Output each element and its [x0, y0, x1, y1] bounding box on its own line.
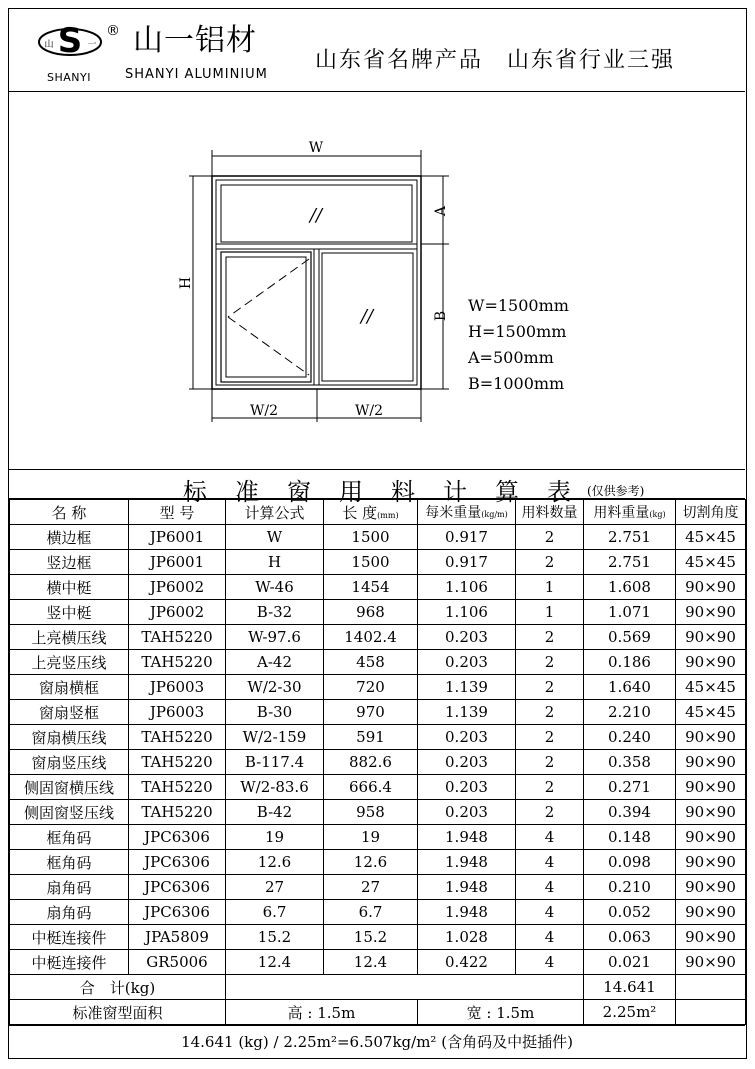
cell-angle: 90×90 [676, 600, 746, 625]
cell-model: JP6002 [129, 575, 226, 600]
cell-length: 458 [324, 650, 418, 675]
dim-spec-w: W=1500mm [468, 296, 569, 315]
table-row [10, 850, 746, 875]
table-header-row [10, 500, 746, 525]
header-weight-per-m [418, 500, 516, 525]
cell-weight: 1.071 [584, 600, 676, 625]
cell-weight: 0.240 [584, 725, 676, 750]
cell-wpm: 0.203 [418, 725, 516, 750]
window-diagram [9, 92, 745, 466]
cell-weight: 0.021 [584, 950, 676, 975]
cell-length: 1402.4 [324, 625, 418, 650]
spec-sheet [8, 8, 747, 1059]
cell-model: JPC6306 [129, 900, 226, 925]
cell-wpm: 1.948 [418, 875, 516, 900]
cell-formula: H [226, 550, 324, 575]
cell-name: 中梃连接件 [10, 950, 129, 975]
cell-weight: 0.063 [584, 925, 676, 950]
header [9, 9, 745, 92]
cell-formula: W-46 [226, 575, 324, 600]
cell-name: 竖中梃 [10, 600, 129, 625]
cell-weight: 2.210 [584, 700, 676, 725]
cell-qty: 4 [516, 950, 584, 975]
cell-weight: 0.358 [584, 750, 676, 775]
header-weight-label: 用料重量 [593, 505, 650, 521]
logo-right-char: 一 [87, 40, 97, 50]
cell-formula: W/2-159 [226, 725, 324, 750]
cell-weight: 1.640 [584, 675, 676, 700]
table-row [10, 575, 746, 600]
table-row [10, 800, 746, 825]
cell-qty: 4 [516, 875, 584, 900]
cell-angle: 90×90 [676, 950, 746, 975]
cell-name: 上亮竖压线 [10, 650, 129, 675]
table-row [10, 600, 746, 625]
table-row [10, 625, 746, 650]
table-title: 标准窗用料计算表 [183, 478, 599, 506]
cell-qty: 2 [516, 750, 584, 775]
cell-model: JPC6306 [129, 825, 226, 850]
cell-wpm: 0.203 [418, 750, 516, 775]
dim-label-w: W [308, 140, 324, 156]
cell-model: JPC6306 [129, 875, 226, 900]
cell-wpm: 1.948 [418, 825, 516, 850]
cell-weight: 2.751 [584, 550, 676, 575]
cell-name: 横边框 [10, 525, 129, 550]
cell-angle: 45×45 [676, 700, 746, 725]
cell-length: 666.4 [324, 775, 418, 800]
header-formula: 计算公式 [226, 500, 324, 525]
cell-model: TAH5220 [129, 725, 226, 750]
dim-spec-a: A=500mm [468, 348, 554, 367]
cell-qty: 2 [516, 675, 584, 700]
cell-name: 扇角码 [10, 875, 129, 900]
table-row [10, 550, 746, 575]
cell-angle: 90×90 [676, 875, 746, 900]
header-angle: 切割角度 [676, 500, 746, 525]
area-row [10, 1000, 746, 1025]
cell-wpm: 0.422 [418, 950, 516, 975]
header-length [324, 500, 418, 525]
cell-qty: 4 [516, 825, 584, 850]
dim-label-a: A [433, 205, 449, 217]
cell-model: TAH5220 [129, 650, 226, 675]
cell-wpm: 1.106 [418, 600, 516, 625]
total-row [10, 975, 746, 1000]
cell-formula: W/2-83.6 [226, 775, 324, 800]
header-length-unit: (mm) [377, 510, 399, 520]
table-title-bar [9, 469, 745, 506]
cell-angle: 90×90 [676, 900, 746, 925]
cell-wpm: 1.139 [418, 675, 516, 700]
cell-angle: 90×90 [676, 725, 746, 750]
cell-model: JPA5809 [129, 925, 226, 950]
dim-label-half-right: W/2 [354, 403, 384, 419]
cell-wpm: 0.203 [418, 625, 516, 650]
cell-length: 12.4 [324, 950, 418, 975]
cell-length: 968 [324, 600, 418, 625]
cell-qty: 2 [516, 650, 584, 675]
cell-formula: B-32 [226, 600, 324, 625]
cell-length: 27 [324, 875, 418, 900]
table-row [10, 675, 746, 700]
total-value: 14.641 [584, 975, 676, 1000]
cell-length: 720 [324, 675, 418, 700]
cell-angle: 90×90 [676, 650, 746, 675]
total-blank [226, 975, 584, 1000]
cell-name: 窗扇横压线 [10, 725, 129, 750]
cell-qty: 2 [516, 800, 584, 825]
table-row [10, 900, 746, 925]
header-name: 名 称 [10, 500, 129, 525]
cell-wpm: 1.106 [418, 575, 516, 600]
cell-angle: 90×90 [676, 850, 746, 875]
cell-qty: 2 [516, 525, 584, 550]
table-row [10, 650, 746, 675]
cell-formula: W-97.6 [226, 625, 324, 650]
logo-english: SHANYI [47, 71, 91, 84]
area-width: 宽 : 1.5m [418, 1000, 584, 1025]
cell-formula: B-42 [226, 800, 324, 825]
table-note: (仅供参考) [587, 484, 645, 498]
cell-length: 6.7 [324, 900, 418, 925]
cell-model: TAH5220 [129, 750, 226, 775]
cell-length: 970 [324, 700, 418, 725]
cell-name: 横中梃 [10, 575, 129, 600]
cell-qty: 1 [516, 600, 584, 625]
area-blank-end [676, 1000, 746, 1025]
header-weight-per-m-unit: (kg/m) [481, 510, 508, 519]
header-length-label: 长 度 [342, 503, 378, 522]
cell-model: JP6002 [129, 600, 226, 625]
registered-mark: ® [106, 23, 120, 39]
dim-spec-b: B=1000mm [468, 374, 565, 393]
cell-qty: 2 [516, 775, 584, 800]
cell-wpm: 0.203 [418, 775, 516, 800]
cell-formula: B-117.4 [226, 750, 324, 775]
total-label: 合 计(kg) [10, 975, 226, 1000]
cell-wpm: 0.917 [418, 550, 516, 575]
cell-length: 1500 [324, 525, 418, 550]
cell-length: 958 [324, 800, 418, 825]
dim-label-half-left: W/2 [249, 403, 279, 419]
cell-wpm: 1.948 [418, 900, 516, 925]
cell-qty: 2 [516, 725, 584, 750]
logo-letter: S [57, 23, 83, 61]
table-row [10, 825, 746, 850]
cell-model: TAH5220 [129, 800, 226, 825]
cell-length: 15.2 [324, 925, 418, 950]
cell-wpm: 0.203 [418, 650, 516, 675]
cell-weight: 0.098 [584, 850, 676, 875]
table-row [10, 700, 746, 725]
total-blank-end [676, 975, 746, 1000]
cell-angle: 90×90 [676, 625, 746, 650]
dim-spec-h: H=1500mm [468, 322, 567, 341]
cell-formula: 27 [226, 875, 324, 900]
slogan: 山东省名牌产品 山东省行业三强 [315, 48, 676, 73]
cell-name: 扇角码 [10, 900, 129, 925]
cell-formula: W/2-30 [226, 675, 324, 700]
brand-name-cn: 山一铝材 [133, 23, 257, 58]
cell-qty: 2 [516, 550, 584, 575]
cell-qty: 4 [516, 925, 584, 950]
cell-qty: 4 [516, 850, 584, 875]
cell-wpm: 0.917 [418, 525, 516, 550]
cell-name: 框角码 [10, 825, 129, 850]
area-value: 2.25m² [584, 1000, 676, 1025]
cell-name: 侧固窗竖压线 [10, 800, 129, 825]
cell-angle: 45×45 [676, 550, 746, 575]
cell-formula: 6.7 [226, 900, 324, 925]
cell-model: TAH5220 [129, 625, 226, 650]
cell-wpm: 0.203 [418, 800, 516, 825]
cell-model: TAH5220 [129, 775, 226, 800]
cell-angle: 90×90 [676, 825, 746, 850]
cell-weight: 0.186 [584, 650, 676, 675]
cell-angle: 90×90 [676, 925, 746, 950]
cell-name: 窗扇竖压线 [10, 750, 129, 775]
cell-formula: B-30 [226, 700, 324, 725]
cell-name: 上亮横压线 [10, 625, 129, 650]
table-row [10, 925, 746, 950]
table-row [10, 950, 746, 975]
cell-formula: 12.4 [226, 950, 324, 975]
cell-formula: A-42 [226, 650, 324, 675]
cell-length: 882.6 [324, 750, 418, 775]
glass-mark-right: // [360, 306, 374, 327]
cell-length: 1454 [324, 575, 418, 600]
cell-wpm: 1.028 [418, 925, 516, 950]
area-height: 高 : 1.5m [226, 1000, 418, 1025]
cell-formula: W [226, 525, 324, 550]
header-model: 型 号 [129, 500, 226, 525]
glass-mark-top: // [309, 205, 323, 226]
table-row [10, 875, 746, 900]
cell-weight: 0.052 [584, 900, 676, 925]
cell-angle: 45×45 [676, 525, 746, 550]
cell-model: GR5006 [129, 950, 226, 975]
cell-name: 侧固窗横压线 [10, 775, 129, 800]
cell-length: 1500 [324, 550, 418, 575]
dim-label-b: B [433, 310, 449, 322]
cell-length: 591 [324, 725, 418, 750]
cell-model: JP6003 [129, 675, 226, 700]
cell-length: 19 [324, 825, 418, 850]
header-weight-per-m-label: 每米重量 [425, 505, 482, 521]
cell-qty: 2 [516, 625, 584, 650]
cell-weight: 0.271 [584, 775, 676, 800]
cell-wpm: 1.139 [418, 700, 516, 725]
cell-angle: 45×45 [676, 675, 746, 700]
cell-angle: 90×90 [676, 800, 746, 825]
table-row [10, 750, 746, 775]
cell-model: JPC6306 [129, 850, 226, 875]
cell-name: 竖边框 [10, 550, 129, 575]
cell-weight: 1.608 [584, 575, 676, 600]
material-table [9, 499, 746, 1025]
window-drawing [9, 92, 745, 466]
cell-name: 框角码 [10, 850, 129, 875]
cell-model: JP6003 [129, 700, 226, 725]
cell-angle: 90×90 [676, 775, 746, 800]
cell-name: 中梃连接件 [10, 925, 129, 950]
cell-formula: 15.2 [226, 925, 324, 950]
cell-weight: 0.210 [584, 875, 676, 900]
cell-name: 窗扇竖框 [10, 700, 129, 725]
cell-angle: 90×90 [676, 575, 746, 600]
area-label: 标准窗型面积 [10, 1000, 226, 1025]
brand-name-en: SHANYI ALUMINIUM [125, 67, 268, 82]
header-qty: 用料数量 [516, 500, 584, 525]
footer-summary: 14.641 (kg) / 2.25m²=6.507kg/m² (含角码及中挺插件) [9, 1025, 745, 1059]
dim-label-h: H [178, 276, 194, 290]
cell-weight: 2.751 [584, 525, 676, 550]
cell-model: JP6001 [129, 525, 226, 550]
cell-qty: 4 [516, 900, 584, 925]
cell-formula: 12.6 [226, 850, 324, 875]
cell-model: JP6001 [129, 550, 226, 575]
table-row [10, 725, 746, 750]
cell-weight: 0.394 [584, 800, 676, 825]
header-weight-unit: (kg) [649, 510, 666, 519]
logo-left-char: 山 [44, 40, 54, 50]
cell-angle: 90×90 [676, 750, 746, 775]
header-weight [584, 500, 676, 525]
cell-qty: 1 [516, 575, 584, 600]
cell-qty: 2 [516, 700, 584, 725]
cell-weight: 0.148 [584, 825, 676, 850]
cell-length: 12.6 [324, 850, 418, 875]
cell-formula: 19 [226, 825, 324, 850]
cell-weight: 0.569 [584, 625, 676, 650]
shanyi-logo-icon [37, 23, 103, 61]
table-row [10, 775, 746, 800]
table-row [10, 525, 746, 550]
cell-wpm: 1.948 [418, 850, 516, 875]
cell-name: 窗扇横框 [10, 675, 129, 700]
